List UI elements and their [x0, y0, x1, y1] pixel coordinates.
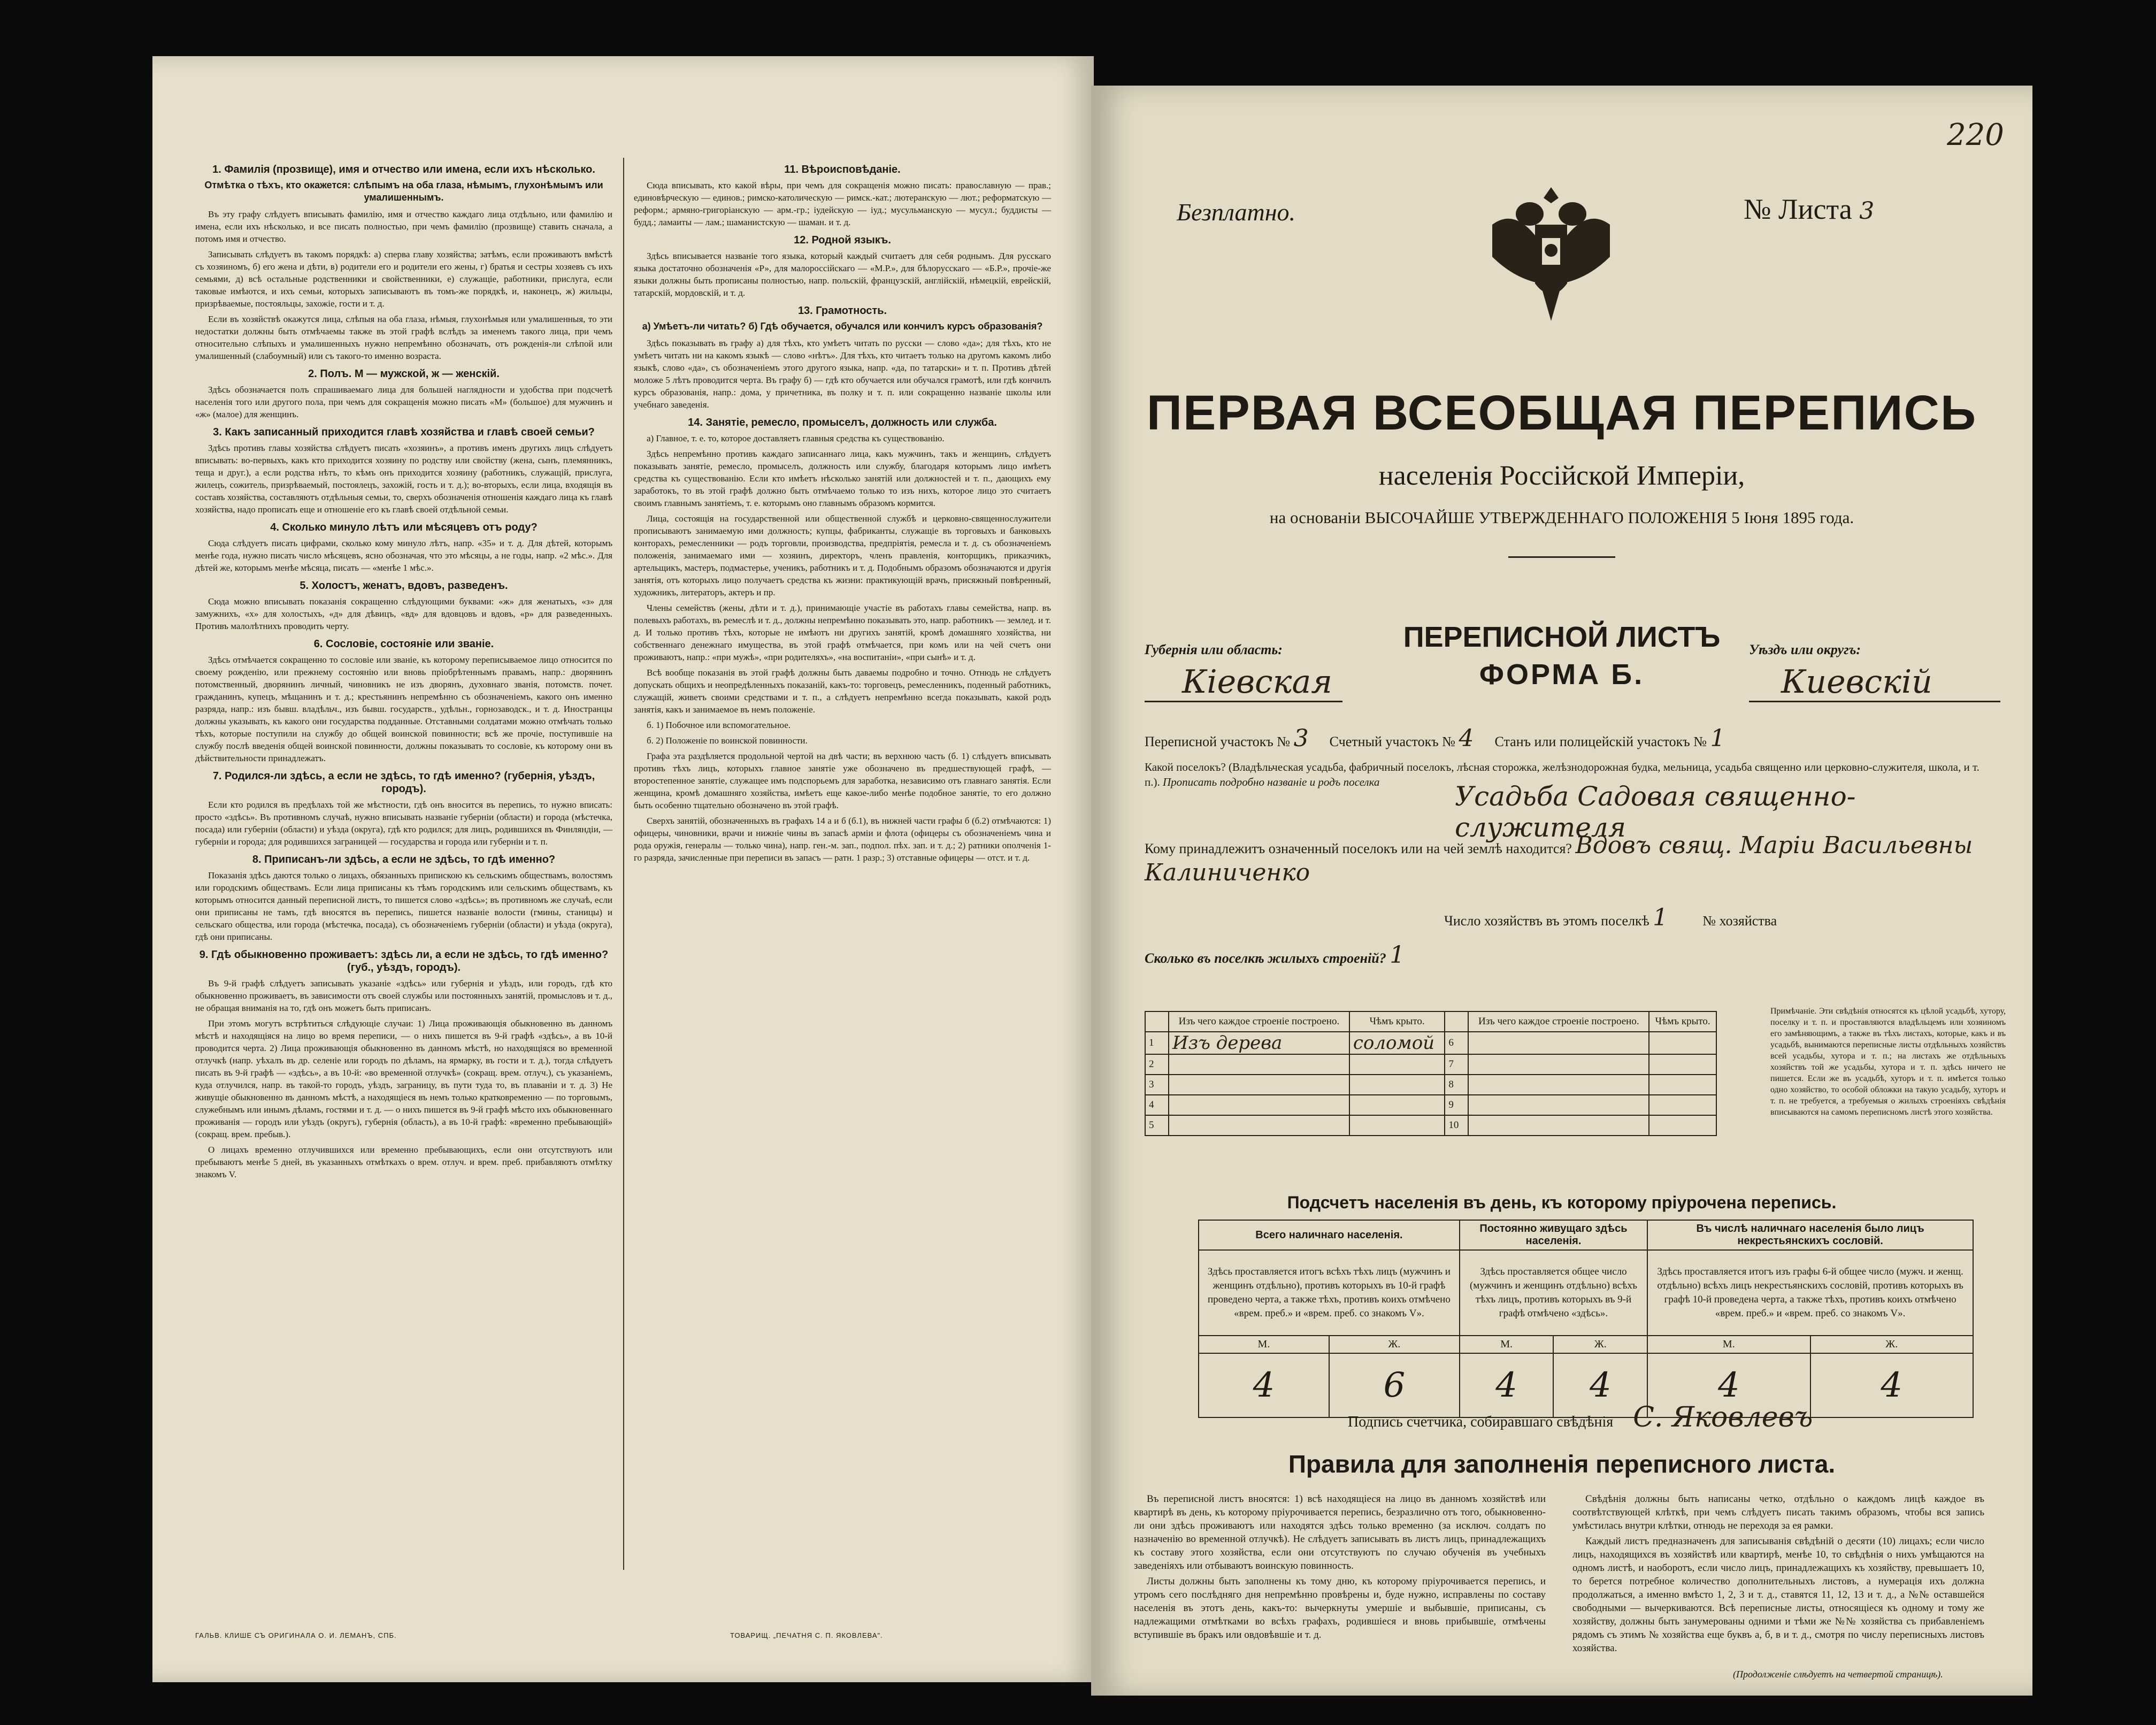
building-number: 2	[1145, 1054, 1169, 1075]
left-page-instructions	[152, 56, 1094, 1682]
table-row	[1145, 1032, 1716, 1054]
building-material	[1169, 1075, 1349, 1095]
building-material	[1169, 1115, 1349, 1136]
building-number: 10	[1445, 1115, 1468, 1136]
buildings-col-roof: Чѣмъ крыто.	[1349, 1011, 1445, 1032]
double-headed-eagle-emblem	[1482, 177, 1621, 332]
table-row	[1145, 1115, 1716, 1136]
stan-value: 1	[1710, 725, 1725, 752]
document-title: ПЕРВАЯ ВСЕОБЩАЯ ПЕРЕПИСЬ	[1146, 386, 1977, 440]
section-heading: 3. Какъ записанный приходится главѣ хозяйства и главѣ своей семьи?	[213, 426, 595, 438]
sheet-number-value: 3	[1859, 197, 1875, 225]
count-col-zh: Ж.	[1553, 1336, 1647, 1353]
building-number: 8	[1445, 1075, 1468, 1095]
instruction-paragraph: Здѣсь противъ главы хозяйства слѣдуетъ писать «хозяинъ», а противъ именъ другихъ лицъ слѣдуетъ вписывать: во-первыхъ, какъ кто приходится хозяину по родству или свойству (жена, сынъ, племянникъ, теща и друг.), а если родства нѣтъ, то кѣмъ онъ приходится хозяину (работникъ, служащій, прислуга, жилецъ, сожитель, призрѣваемый, постоялецъ, захожій, гость и т. д.); во-вторыхъ, если лица, входящія въ составъ хозяйства, составляютъ отдѣльныя семьи, то, сверхъ обозначенія отношенія каждаго лица къ главѣ хозяйства, надо прописать еще и отношеніе его къ главѣ своей отдѣльной семьи.	[195, 443, 612, 515]
count-value: 6	[1329, 1353, 1460, 1417]
instruction-paragraph: Сверхъ занятій, обозначенныхъ въ графахъ 14 а и б (б.1), въ нижней части графы б (б.2) отмѣчаются: 1) офицеры, чиновники, врачи и нижніе чины въ запасѣ армiи и флота (офицеры съ обозначеніемъ чина и рода оружія, генералы — только чина), напр. ген.-м. зап., подпол. пѣх. зап. и т. д.; 2) ратники ополченія 1-го разряда, зачисленные при переписи въ запасъ — ратн. 1 разр.; 3) отставные офицеры — отст. и т. д.	[634, 816, 1051, 863]
document-subtitle: населенія Россійской Имперіи,	[1378, 461, 1745, 491]
sheet-number-label: № Листа	[1744, 193, 1852, 225]
section-heading: 12. Родной языкъ.	[794, 234, 891, 246]
settlement-hint: Прописать подробно названіе и родъ поселка	[1162, 776, 1380, 788]
instruction-paragraph: Всѣ вообще показанія въ этой графѣ должны быть даваемы подробно и точно. Отнюдь не слѣдуетъ допускать общихъ и неопредѣленныхъ показаній, какъ-то: торговецъ, ремесленникъ, поденный работникъ, служащій, живетъ своими средствами и т. п., а слѣдуетъ непремѣнно всегда показывать, какой родъ занятія, какъ и занимаемое въ немъ положеніе.	[634, 668, 1051, 715]
households-line	[1145, 904, 1990, 931]
households-label: Число хозяйствъ въ этомъ поселкѣ	[1444, 913, 1649, 929]
building-roof	[1349, 1115, 1445, 1136]
count-value: 4	[1199, 1353, 1329, 1417]
rules-column-left	[1134, 1492, 1546, 1644]
building-material: Изъ дерева	[1169, 1032, 1349, 1054]
instruction-paragraph: Сюда слѣдуетъ писать цифрами, сколько кому минуло лѣтъ, напр. «35» и т. д. Для дѣтей, которымъ менѣе года, нужно писать число мѣсяцевъ, ясно обозначая, что это мѣсяцы, а не годы, напр. «2 мѣс.». Для дѣтей же, которымъ менѣе мѣсяца, писать — «менѣе 1 мѣс.».	[195, 538, 612, 573]
rules-column-right	[1572, 1492, 1984, 1657]
page-number: 220	[1947, 118, 2004, 152]
uezd-value: Киевскій	[1781, 663, 1932, 701]
section-heading: 5. Холостъ, женатъ, вдовъ, разведенъ.	[300, 580, 508, 592]
buildings-col-roof-2: Чѣмъ крыто.	[1649, 1011, 1716, 1032]
instruction-paragraph: О лицахъ временно отлучившихся или временно пребывающихъ, если они отсутствуютъ или пребываютъ менѣе 5 дней, въ указанныхъ отмѣткахъ о врем. отлуч. и врем. преб. прибавляютъ отмѣтку знакомъ V.	[195, 1145, 612, 1179]
instruction-paragraph: а) Главное, т. е. то, которое доставляетъ главныя средства къ существованію.	[647, 433, 945, 443]
instruction-paragraph: Въ 9-й графѣ слѣдуетъ записывать указаніе «здѣсь» или губернія и уѣздъ, или городъ, гдѣ кто обыкновенно проживаетъ, въ зависимости отъ своей службы или постоянныхъ занятій, промысловъ и т. д., не обращая вниманія на то, гдѣ онъ можетъ быть приписанъ.	[195, 978, 612, 1013]
table-row	[1145, 1054, 1716, 1075]
section-heading: 14. Занятіе, ремесло, промыселъ, должность или служба.	[688, 417, 997, 428]
province-value: Кіевская	[1182, 663, 1332, 701]
instruction-paragraph: Показанія здѣсь даются только о лицахъ, обязанныхъ припискою къ сельскимъ обществамъ, волостямъ или городскимъ обществамъ. Если лица приписаны къ тѣмъ городскимъ или сельскимъ обществамъ, къ которымъ относится данный переписной листъ, то пишется слово «здѣсь»; въ противномъ же случаѣ, если они приписаны не тамъ, гдѣ вносятся въ перепись, пишется названіе волости (гмины, станицы) и сельскаго общества, или города (мѣстечка, посада), съ обозначеніемъ губерніи (области) и уѣзда (округа), гдѣ они приписаны.	[195, 870, 612, 942]
printer-credit-right: ТОВАРИЩ. „ПЕЧАТНЯ С. П. ЯКОВЛЕВА".	[730, 1631, 883, 1639]
rules-paragraph: Въ переписной листъ вносятся: 1) всѣ находящіеся на лицо въ данномъ хозяйствѣ или квартирѣ въ день, къ которому пріурочивается перепись, безразлично отъ того, обыкновенно-ли они здѣсь проживаютъ или находятся здѣсь только временно (за исключ. солдатъ по назначенію во временной отлучкѣ). Не слѣдуетъ записывать въ листъ лицъ, принадлежащихъ къ составу этого хозяйства, если они отсутствуютъ по случаю обученія въ учебныхъ заведеніяхъ или отбываютъ воинскую повинность.	[1134, 1493, 1546, 1571]
instruction-paragraph: Здѣсь непремѣнно противъ каждаго записаннаго лица, какъ мужчинъ, такъ и женщинъ, слѣдуетъ показывать занятіе, ремесло, промыселъ, должность или службу, благодаря которымъ лицо имѣетъ средства къ существованію. Если кто имѣетъ нѣсколько занятій или должностей и т. п., дающихъ ему заработокъ, то въ этой графѣ должно быть отмѣчаемо только то изъ нихъ, которое лицо это считаетъ своимъ главнымъ занятіемъ, т. е. которымъ оно главнымъ образомъ кормится.	[634, 449, 1051, 508]
count-district-value: 4	[1459, 725, 1474, 752]
building-material	[1468, 1075, 1649, 1095]
section-heading: 1. Фамилія (прозвище), имя и отчество или имена, если ихъ нѣсколько.	[212, 164, 595, 175]
count-title: Подсчетъ населенія въ день, къ которому пріурочена перепись.	[1287, 1193, 1837, 1212]
building-material	[1468, 1032, 1649, 1054]
count-desc-total: Здѣсь проставляется итогъ всѣхъ тѣхъ лицъ (мужчинъ и женщинъ отдѣльно), противъ которыхъ въ 10-й графѣ проведено черта, а также тѣхъ, противъ коихъ отмѣчено «врем. преб.» и «врем. преб. со знакомъ V».	[1199, 1250, 1460, 1336]
building-roof: соломой	[1349, 1032, 1445, 1054]
households-value: 1	[1653, 904, 1668, 931]
count-col-m: М.	[1199, 1336, 1329, 1353]
legal-basis: на основаніи ВЫСОЧАЙШЕ УТВЕРЖДЕННАГО ПОЛОЖЕНІЯ 5 Іюня 1895 года.	[1269, 508, 1854, 527]
building-material	[1468, 1095, 1649, 1115]
column-divider	[623, 158, 624, 1570]
count-value: 4	[1647, 1353, 1810, 1417]
instruction-paragraph: Здѣсь показывать въ графу а) для тѣхъ, кто умѣетъ читать по русски — слово «да»; для тѣхъ, кто не умѣетъ читать ни на какомъ языкѣ — слово «нѣтъ». Для тѣхъ, кто читаетъ только на другомъ какомъ либо языкѣ, слово «да», съ обозначеніемъ этого другого языка, напр. «да, по татарски» и т. п. Противъ дѣтей моложе 5 лѣтъ проводится черта. Въ графу б) — гдѣ кто обучается или обучался грамотѣ, или гдѣ кончилъ курсъ образованія, напр.: дома, у причетника, въ полку и т. п. или сокращенно названіе школы или учебнаго заведенія.	[634, 338, 1051, 410]
building-material	[1468, 1054, 1649, 1075]
buildings-col-built-2: Изъ чего каждое строеніе построено.	[1468, 1011, 1649, 1032]
section-heading: 2. Полъ. М — мужской, ж — женскій.	[308, 368, 500, 380]
rules-paragraph: Листы должны быть заполнены къ тому дню, къ которому пріурочивается перепись, и утромъ сего послѣдняго дня непремѣнно провѣрены и, буде нужно, исправлены по составу населенія въ этотъ день, какъ-то: вычеркнуты умершіе и выбывшіе, приписаны, съ надлежащими отмѣтками во всѣхъ графахъ, родившіеся и вновь прибывшіе, отмѣчены вступившіе въ бракъ или овдовѣвшіе и т. д.	[1134, 1576, 1546, 1640]
buildings-value: 1	[1390, 941, 1405, 969]
building-roof	[1349, 1075, 1445, 1095]
household-no-label: № хозяйства	[1702, 913, 1777, 929]
free-label: Безплатно.	[1177, 198, 1296, 226]
section-heading: 6. Сословіе, состояніе или званіе.	[313, 638, 494, 650]
uezd-label: Уѣздъ или округъ:	[1749, 642, 1861, 657]
census-district-value: 3	[1293, 725, 1309, 752]
form-title: ФОРМА Б.	[1479, 658, 1645, 691]
instruction-paragraph: б. 1) Побочное или вспомогательное.	[647, 720, 791, 730]
instruction-paragraph: Отмѣтка о тѣхъ, кто окажется: слѣпымъ на оба глаза, нѣмымъ, глухонѣмымъ или умалишеннымъ.	[204, 180, 603, 203]
count-col-zh: Ж.	[1810, 1336, 1973, 1353]
count-desc-nonpeasant: Здѣсь проставляется итогъ изъ графы 6-й общее число (мужч. и женщ. отдѣльно) всѣхъ лицъ некрестьянскихъ сословій, противъ которыхъ въ графѣ 10-й проведена черта, а также тѣхъ, противъ коихъ отмѣчено «врем. преб.» и «врем. преб. со знакомъ V».	[1647, 1250, 1973, 1336]
building-number: 5	[1145, 1115, 1169, 1136]
buildings-table	[1145, 1011, 1717, 1136]
section-heading: 8. Приписанъ-ли здѣсь, а если не здѣсь, то гдѣ именно?	[252, 854, 556, 865]
section-heading: 7. Родился-ли здѣсь, а если не здѣсь, то гдѣ именно? (губернія, уѣздъ, городъ).	[212, 770, 595, 795]
sheet-title: ПЕРЕПИСНОЙ ЛИСТЪ	[1403, 621, 1721, 653]
building-material	[1169, 1054, 1349, 1075]
rules-title: Правила для заполненія переписного листа.	[1288, 1450, 1836, 1478]
signature-label: Подпись счетчика, собиравшаго свѣдѣнія	[1348, 1414, 1614, 1430]
buildings-label: Сколько въ поселкѣ жилыхъ строеній?	[1145, 950, 1386, 966]
building-number: 3	[1145, 1075, 1169, 1095]
section-heading: 11. Вѣроисповѣданіе.	[784, 164, 901, 175]
instruction-paragraph: Здѣсь отмѣчается сокращенно то сословіе или званіе, къ которому переписываемое лицо относится по своему рожденію, или прежнему состоянію или вновь пріобрѣтеннымъ правамъ, напр.: дворянинъ потомственный, дворянинъ личный, чиновникъ не изъ дворянъ, духовнаго званія, потомств. почет. гражданинъ, купецъ, мѣщанинъ и т. д.; крестьянинъ непремѣнно съ обозначеніемъ, какого онъ именно разряда, напр.: изъ бывш. владѣльч., изъ бывш. государств., удѣльн., горнозаводск., и т. д. Иностранцы должны указывать, къ какого они государства подданные. Отставными солдатами можно отмѣчать только тѣхъ, которые поступили на службу до общей воинской повинности; всѣ же прочіе, поступившіе на службу послѣ введенія общей воинской повинности, должны показывать то сословіе, къ которому они въ дѣйствительности принадлежатъ.	[195, 655, 612, 763]
count-col-m: М.	[1647, 1336, 1810, 1353]
settlement-value: Усадьба Садовая священно-служителя	[1455, 781, 1856, 843]
instruction-paragraph: Если въ хозяйствѣ окажутся лица, слѣпыя на оба глаза, нѣмыя, глухонѣмыя или умалишенныя, то эти недостатки должны быть отмѣчаемы также въ этой графѣ вслѣдъ за именемъ такого лица, при чемъ относительно слѣпыхъ и умалишенныхъ нужно непремѣнно обозначать, отъ рожденія-ли слѣпой или умалишенный (слабоумный) или съ такого-то именно возраста.	[195, 314, 612, 361]
building-number: 4	[1145, 1095, 1169, 1115]
count-col-m: М.	[1460, 1336, 1554, 1353]
instruction-paragraph: Въ эту графу слѣдуетъ вписывать фамилію, имя и отчество каждаго лица отдѣльно, или фамилію и имена, если ихъ нѣсколько, и все писать полностью, при чемъ фамилію (прозвище) ставить сначала, а потомъ имя и отчество.	[195, 209, 612, 244]
section-heading: 4. Сколько минуло лѣтъ или мѣсяцевъ отъ роду?	[270, 522, 538, 533]
instruction-paragraph: Здѣсь обозначается полъ спрашиваемаго лица для большей наглядности и удобства при подсчетѣ населенія того или другого пола, при чемъ для сокращенія можно писать «М» (большое) для мужчинъ и «ж» (малое) для женщинъ.	[195, 385, 612, 419]
continue-note: (Продолженіе слѣдуетъ на четвертой страницѣ).	[1733, 1669, 1943, 1680]
province-underline	[1145, 701, 1342, 702]
count-col-zh: Ж.	[1329, 1336, 1460, 1353]
section-heading: 9. Гдѣ обыкновенно проживаетъ: здѣсь ли, а если не здѣсь, то гдѣ именно? (губ., уѣздъ, городъ).	[199, 949, 609, 973]
instruction-paragraph: Сюда вписывать, кто какой вѣры, при чемъ для сокращенія можно писать: православную — прав.; единовѣрческую — единов.; римско-католическую — римск.-кат.; лютеранскую — лют.; реформатскую — реформ.; армяно-григоріанскую — арм.-гр.; іудейскую — іуд.; мусульманскую — мусул.; буддисты — будд.; ламаиты — лам.; шаманистскую — шаман. и т. д.	[634, 180, 1051, 227]
instruction-paragraph: Записывать слѣдуетъ въ такомъ порядкѣ: а) сперва главу хозяйства; затѣмъ, если проживаютъ вмѣстѣ съ хозяиномъ, б) его жена и дѣти, в) родители его и родители его жены, г) братья и сестры хозяевъ съ ихъ семьями, д) всѣ остальные родственники и свойственники, е) служащіе, работники, прислуга, если таковые имѣются, и ихъ семьи, которыхъ записываютъ въ томъ-же порядкѣ, и, наконецъ, ж) жильцы, призрѣваемые, постояльцы, захожіе, гости и т. д.	[195, 249, 612, 309]
count-desc-permanent: Здѣсь проставляется общее число (мужчинъ и женщинъ отдѣльно) всѣхъ тѣхъ лицъ, противъ которыхъ въ 9-й графѣ отмѣчено «здѣсь».	[1460, 1250, 1647, 1336]
table-row	[1145, 1095, 1716, 1115]
buildings-line	[1145, 941, 1990, 969]
building-roof	[1649, 1032, 1716, 1054]
section-heading: 13. Грамотность.	[797, 305, 887, 317]
stan-label: Станъ или полицейскій участокъ №	[1494, 734, 1707, 749]
owner-value: Вдовъ свящ. Маріи Васильевны Калиниченко	[1145, 832, 1973, 886]
instruction-paragraph: Здѣсь вписывается названіе того языка, который каждый считаетъ для себя роднымъ. Для русскаго языка достаточно обозначенія «Р», для малороссійскаго — «М.Р.», для бѣлорусскаго — «Б.Р.», прочіе-же языки должны быть прописаны полностью, напр. польскій, французскій, англійскій, нѣмецкій, еврейскій, татарскій, мордовскій, и т. д.	[634, 251, 1051, 298]
building-number: 1	[1145, 1032, 1169, 1054]
instruction-paragraph: Сюда можно вписывать показанія сокращенно слѣдующими буквами: «ж» для женатыхъ, «з» для замужнихъ, «х» для холостыхъ, «д» для дѣвицъ, «вд» для вдовцовъ и вдовъ, «р» для разведенныхъ. Противъ малолѣтнихъ проводить черту.	[195, 596, 612, 631]
rules-paragraph: Свѣдѣнія должны быть написаны четко, отдѣльно о каждомъ лицѣ каждое въ соотвѣтствующей клѣткѣ, при чемъ слѣдуетъ писать такимъ образомъ, чтобы вся запись умѣстилась внутри клѣтки, отнюдь не переходя за ея рамки.	[1572, 1493, 1984, 1531]
province-label: Губернія или область:	[1145, 642, 1283, 657]
title-divider	[1508, 556, 1615, 558]
building-roof	[1649, 1115, 1716, 1136]
count-header-permanent: Постоянно живущаго здѣсь населенія.	[1460, 1220, 1647, 1250]
instruction-paragraph: б. 2) Положеніе по воинской повинности.	[647, 735, 808, 746]
buildings-note: Примѣчаніе. Эти свѣдѣнія относятся къ цѣлой усадьбѣ, хутору, поселку и т. п. и проставляются владѣльцемъ или хозяиномъ его замѣняющимъ, а также въ тѣхъ листахъ, которые, какъ и въ усадьбѣ, вынимаются переписные листы отдѣльныхъ хозяйствъ всей усадьбы, хутора и т. п.; на листахъ же отдѣльныхъ хозяйствъ той же усадьбы, хутора и т. п. здѣсь ничего не пишется. Если же въ усадьбѣ, хуторъ и т. п. имѣется только одно хозяйство, то особой обложки на такую усадьбу, хуторъ и т. п. не требуется, а требуемыя о жилыхъ строеніяхъ свѣдѣнія вписываются на самомъ переписномъ листѣ этого хозяйства.	[1770, 1007, 2006, 1117]
building-roof	[1649, 1054, 1716, 1075]
building-roof	[1649, 1095, 1716, 1115]
settlement-label: Какой поселокъ? (Владѣльческая усадьба, фабричный поселокъ, лѣсная сторожка, желѣзнодорожная будка, мельница, усадьба священно или церковно-служителя, школа, и т. п.).	[1145, 761, 1979, 788]
building-number: 9	[1445, 1095, 1468, 1115]
owner-label: Кому принадлежитъ означенный поселокъ или на чей землѣ находится?	[1145, 841, 1572, 856]
count-header-total: Всего наличнаго населенія.	[1199, 1220, 1460, 1250]
instruction-paragraph: Члены семействъ (жены, дѣти и т. д.), принимающіе участіе въ работахъ главы семейства, напр. въ полевыхъ работахъ, въ ремеслѣ и т. д., должны непремѣнно показывать это, напр. работникъ — землед. и т. д. И только противъ тѣхъ, которые не имѣютъ ни другихъ занятій, кромѣ домашняго хозяйства, ни собственнаго денежнаго имущества, въ этой графѣ отмѣчается, при комъ или на чей счетъ они проживаютъ, напр.: «при мужѣ», «при родителяхъ», «на воспитаніи», «при сынѣ» и т. д.	[634, 603, 1051, 662]
building-roof	[1649, 1075, 1716, 1095]
district-line	[1145, 725, 1990, 752]
sheet-number	[1744, 193, 1874, 226]
printer-credit-left: ГАЛЬВ. КЛИШЕ СЪ ОРИГИНАЛА О. И. ЛЕМАНЪ, СПБ.	[195, 1631, 397, 1639]
table-row	[1145, 1075, 1716, 1095]
count-header-nonpeasant: Въ числѣ наличнаго населенія было лицъ некрестьянскихъ сословій.	[1647, 1220, 1973, 1250]
instruction-paragraph: Если кто родился въ предѣлахъ той же мѣстности, гдѣ онъ вносится въ перепись, то нужно вписать: просто «здѣсь». Въ противномъ случаѣ, нужно вписывать названіе губерніи (области) и города (мѣстечка, посада) или губерніи (области) и уѣзда (округа), гдѣ кто родился; для лицъ, родившихся въ Финляндіи, — губерніи и города; для родившихся заграницей — государства и города или губерніи и т. п.	[195, 800, 612, 847]
building-material	[1169, 1095, 1349, 1115]
instructions-column-right	[634, 158, 1051, 867]
owner-line	[1145, 832, 1990, 886]
count-value: 4	[1460, 1353, 1554, 1417]
building-roof	[1349, 1054, 1445, 1075]
count-value: 4	[1553, 1353, 1647, 1417]
instruction-paragraph: Графа эта раздѣляется продольной чертой на двѣ части; въ верхнюю часть (б. 1) слѣдуетъ вписывать противъ тѣхъ лицъ, которыхъ главное занятіе уже обозначено въ предшествующей графѣ, — второстепенное занятіе, служащее имъ подспорьемъ для заработка, независимо отъ главнаго занятія. Если женщина, кромѣ домашняго хозяйства, имѣетъ еще какое-либо менѣе подобное занятіе, то его должно быть особенно тщательно обозначено въ этой графѣ.	[634, 751, 1051, 810]
rules-paragraph: Каждый листъ предназначенъ для записыванія свѣдѣній о десяти (10) лицахъ; если число лицъ, находящихся въ хозяйствѣ или квартирѣ, менѣе 10, то свѣдѣнія о нихъ умѣщаются на одномъ листѣ, и наоборотъ, если число лицъ, принадлежащихъ къ хозяйству, превышаетъ 10, то берется потребное количество дополнительныхъ листовъ, а нумерація ихъ должна продолжаться, а именно вмѣсто 1, 2, 3 и т. д., ставятся 11, 12, 13 и т. д., а №№ оставшейся свободными — вычеркиваются. Всѣ переписные листы, относящіеся къ одному и тому же хозяйству, должны быть занумерованы одними и тѣми же №№ хозяйства съ прибавленіемъ рядомъ съ этимъ № хозяйства еще буквъ а, б, в и т. д., смотря по числу переписныхъ листовъ хозяйства.	[1572, 1536, 1984, 1654]
building-number: 6	[1445, 1032, 1468, 1054]
instruction-paragraph: При этомъ могутъ встрѣтиться слѣдующіе случаи: 1) Лица проживающія обыкновенно въ данномъ мѣстѣ и находящіяся на лицо во время переписи, — о нихъ пишется въ 9-й графѣ «здѣсь», а въ 10-й проводится черта. 2) Лица проживающія обыкновенно въ данномъ мѣстѣ, но находящіяся во временной отлучкѣ (напр. уѣхалъ въ др. селеніе или городъ по дѣламъ, на ярмарку, въ гости и т. д.), тогда слѣдуетъ писать въ 9-й графѣ — «здѣсь», а въ 10-й: «во временной отлучкѣ» (сокращ. врем. отлуч.), съ указаніемъ, куда отлучился, напр. въ такой-то городъ, уѣздъ, заграницу, въ пути туда то, въ плаваніи и т. д. 3) Не живущіе обыкновенно въ данномъ мѣстѣ, а находящіеся въ немъ только кратковременно — по торговымъ, служебнымъ или инымъ дѣламъ, гостями и т. д. — о нихъ пишется въ 9-й графѣ мѣсто ихъ обыкновеннаго проживанія — городъ или уѣздъ (округъ), губернія (область), а въ 10-й графѣ: «временно пребывающій» (сокращ. врем. пребыв.).	[195, 1018, 612, 1139]
instruction-paragraph: а) Умѣетъ-ли читать? б) Гдѣ обучается, обучался или кончилъ курсъ образованія?	[642, 321, 1043, 332]
right-page-census-form	[1091, 86, 2032, 1696]
population-count-table	[1198, 1220, 1974, 1418]
instruction-paragraph: Лица, состоящія на государственной или общественной службѣ и церковно-священнослужители прописываютъ занимаемую ими должность; купцы, фабриканты, служащіе въ торговыхъ и банковыхъ конторахъ, ремесленники — родъ торговли, производства, предпріятія, ремесла и т. д. съ обозначеніемъ положенія, занимаемаго ими — хозяинъ, директоръ, членъ правленія, конторщикъ, приказчикъ, артельщикъ, мастеръ, подмастерье, ученикъ, работникъ и т. д. Подобнымъ образомъ обозначаются и другія занятія, отъ которыхъ лицо получаетъ средства къ жизни: практикующій врачъ, присяжный повѣренный, художникъ, литераторъ, актеръ и пр.	[634, 513, 1051, 597]
building-material	[1468, 1115, 1649, 1136]
enumerator-signature	[1348, 1401, 1813, 1433]
signature-value: С. Яковлевъ	[1633, 1401, 1813, 1433]
count-value: 4	[1810, 1353, 1973, 1417]
census-district-label: Переписной участокъ №	[1145, 734, 1291, 749]
count-district-label: Счетный участокъ №	[1329, 734, 1455, 749]
building-roof	[1349, 1095, 1445, 1115]
buildings-col-built: Изъ чего каждое строеніе построено.	[1169, 1011, 1349, 1032]
uezd-underline	[1749, 701, 2000, 702]
building-number: 7	[1445, 1054, 1468, 1075]
instructions-column-left	[195, 158, 612, 1184]
